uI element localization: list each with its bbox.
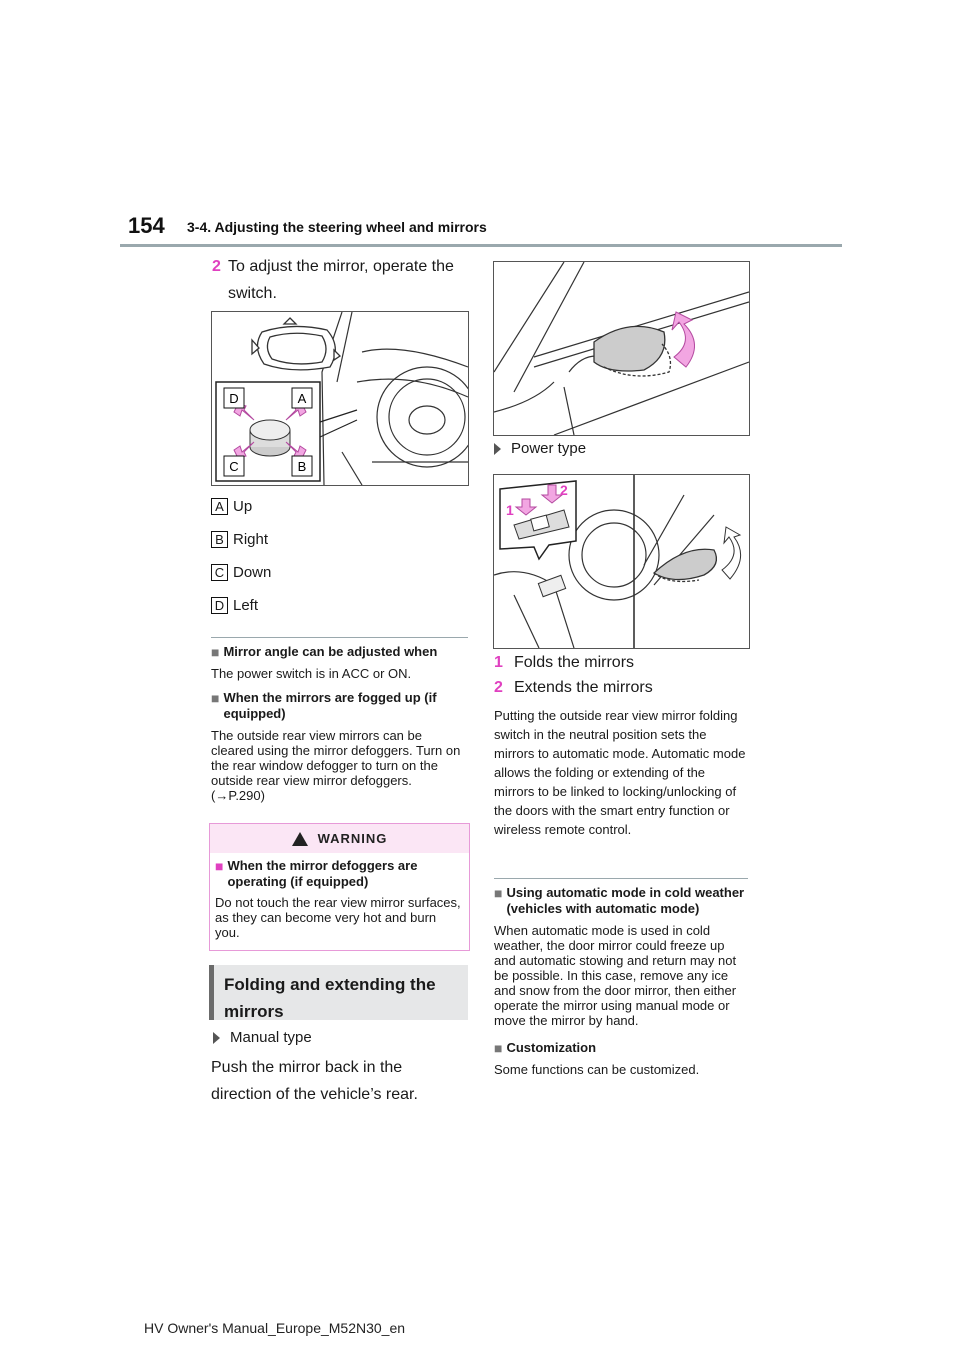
power-fold-illustration [494, 475, 749, 648]
warning-icon [292, 832, 308, 846]
legend-key: C [211, 564, 228, 581]
note-title: ■ When the mirrors are fogged up (if equipped) [211, 690, 467, 722]
section-heading: Folding and extending the mirrors [209, 965, 468, 1020]
label-2: 2 [560, 482, 568, 498]
warning-box [209, 823, 470, 951]
step-number: 1 [494, 654, 503, 671]
note-title-text: Using automatic mode in cold weather (vehicles with automatic mode) [506, 885, 745, 916]
label-b: B [297, 459, 307, 474]
legend-text: Up [233, 497, 253, 515]
direction-legend [211, 496, 271, 615]
legend-key: A [211, 498, 228, 515]
manual-type-label [213, 1029, 312, 1046]
footer-manual-id: HV Owner's Manual_Europe_M52N30_en [144, 1320, 406, 1336]
power-type-label [494, 440, 586, 457]
legend-item [211, 562, 271, 582]
section-rule [211, 637, 468, 638]
warning-item-title: ■ When the mirror defoggers are operating (if equipped) [215, 858, 464, 890]
warning-title-bar [210, 824, 469, 853]
page-number: 154 [128, 213, 165, 238]
manual-fold-figure [493, 261, 750, 436]
step-text: To adjust the mirror, operate the switch. [228, 258, 454, 302]
note-title-text: Customization [506, 1040, 597, 1055]
bullet-icon [494, 443, 501, 455]
note-body: Some functions can be customized. [494, 1062, 700, 1077]
note-body: The outside rear view mirrors can be cleared using the mirror defoggers. Turn on the rear window defogger to turn on the outside rear view mirror defoggers. (→P.290) [211, 728, 461, 803]
note-body: The power switch is in ACC or ON. [211, 666, 412, 681]
legend-item [211, 595, 271, 615]
step-text: Extends the mirrors [514, 679, 653, 696]
note-title-text: When the mirrors are fogged up (if equipped) [223, 690, 437, 721]
note-title: ■ Using automatic mode in cold weather (vehicles with automatic mode) [494, 885, 748, 917]
label-d: D [229, 391, 239, 406]
step-number: 2 [494, 679, 503, 696]
manual-fold-illustration [494, 262, 749, 435]
label-a: A [297, 391, 307, 406]
manual-type-text: Manual type [230, 1029, 312, 1046]
section-rule [494, 878, 748, 879]
bullet-icon [213, 1032, 220, 1044]
step-fold [494, 649, 634, 676]
header-rule [120, 244, 842, 247]
section-header: 3-4. Adjusting the steering wheel and mirrors [187, 219, 487, 235]
power-fold-figure [493, 474, 750, 649]
legend-item [211, 529, 271, 549]
automatic-mode-paragraph: Putting the outside rear view mirror folding switch in the neutral position sets the mirrors to automatic mode. Automatic mode allows the folding or extending of the mirrors to be linked to locking/unlocking of the doors with the smart entry function or wireless remote control. [494, 708, 746, 837]
right-notes [494, 885, 748, 1077]
legend-item [211, 496, 271, 516]
note-title: ■ Customization [494, 1040, 597, 1056]
mirror-switch-figure [211, 311, 469, 486]
warning-item-body: Do not touch the rear view mirror surfaces, as they can become very hot and burn you. [215, 895, 461, 940]
legend-text: Left [233, 596, 259, 614]
label-1: 1 [506, 502, 514, 518]
legend-text: Down [233, 563, 272, 581]
step-text: Folds the mirrors [514, 654, 635, 671]
step-2 [212, 253, 468, 307]
note-body: When automatic mode is used in cold weather, the door mirror could freeze up and automatic stowing and return may not be possible. In this case, remove any ice and snow from the door mirror, then either operate the mirror using manual mode or move the mirror by hand. [494, 923, 737, 1028]
step-number: 2 [212, 258, 221, 275]
label-c: C [229, 459, 239, 474]
warning-title: WARNING [317, 831, 388, 846]
note-title: ■ Mirror angle can be adjusted when [211, 644, 438, 660]
manual-type-description: Push the mirror back in the direction of the vehicle’s rear. [211, 1059, 418, 1103]
legend-text: Right [233, 530, 269, 548]
warning-item-title-text: When the mirror defoggers are operating (if equipped) [227, 858, 418, 889]
note-title-text: Mirror angle can be adjusted when [223, 644, 438, 659]
legend-key: D [211, 597, 228, 614]
step-extend [494, 674, 653, 701]
mirror-switch-illustration [212, 312, 468, 485]
legend-key: B [211, 531, 228, 548]
power-type-text: Power type [511, 440, 587, 457]
left-notes [211, 644, 467, 803]
